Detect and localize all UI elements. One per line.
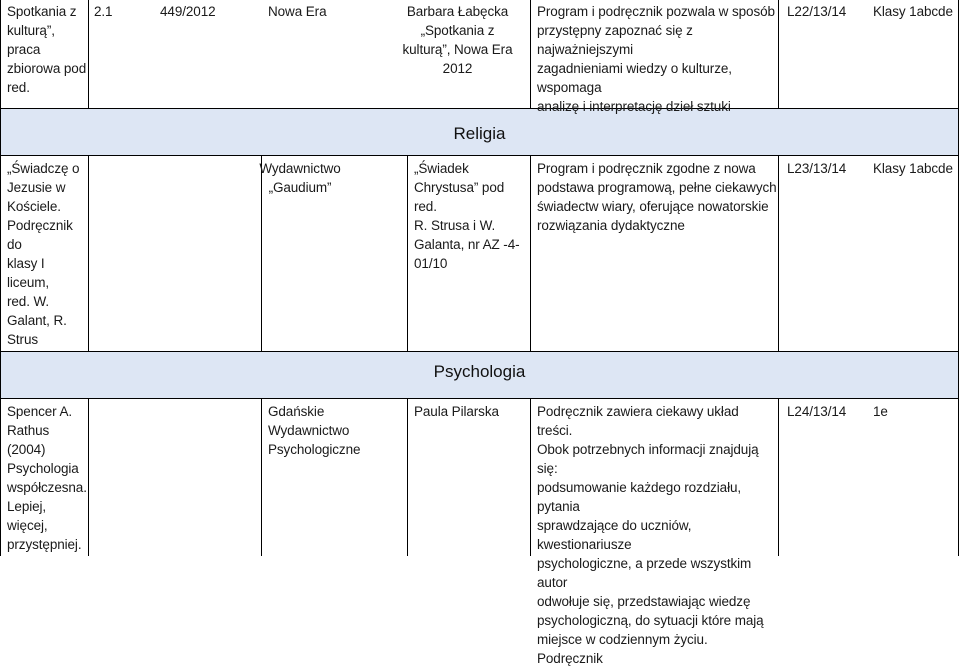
grid-vline xyxy=(88,0,89,108)
row1-classes: Klasy 1abcde xyxy=(873,4,953,19)
grid-hline xyxy=(0,398,959,399)
row3-publisher: Gdańskie Wydawnictwo Psychologiczne xyxy=(268,404,361,457)
row1-description: Program i podręcznik pozwala w sposób przystępny zapoznać się z najważniejszymi zagadnieniami wiedzy o kulturze, wspomaga analizę i interpretację dzieł sztuki xyxy=(537,4,775,114)
row2-description: Program i podręcznik zgodne z nowa podstawa programową, pełne ciekawych świadectw wiary, oferujące nowatorskie rozwiązania dydaktyczne xyxy=(537,161,777,233)
row1-code: L22/13/14 xyxy=(787,4,847,19)
row3-title: Spencer A. Rathus (2004) Psychologia współczesna. Lepiej, więcej, przystępniej. xyxy=(7,404,87,552)
row2-authors: „Świadek Chrystusa” pod red. R. Strusa i W. Galanta, nr AZ -4- 01/10 xyxy=(414,161,520,271)
grid-vline xyxy=(0,0,1,556)
grid-vline xyxy=(530,156,531,351)
grid-vline xyxy=(407,399,408,556)
row3-description: Podręcznik zawiera ciekawy układ treści. Obok potrzebnych informacji znajdują się: podsumowanie każdego rozdziału, pytania sprawdzające do uczniów, kwestionariusze psychologiczne, a przede wszystkim autor odwołuje się, przedstawiając wiedzę psychologiczną, do sytuacji które mają miejsce w codziennym życiu. Podręcznik xyxy=(537,404,764,666)
row2-publisher: Wydawnictwo „Gaudium” xyxy=(259,161,341,195)
grid-vline xyxy=(530,0,531,108)
row3-classes: 1e xyxy=(873,404,888,419)
row2-code: L23/13/14 xyxy=(787,161,847,176)
row1-approval: 449/2012 xyxy=(160,4,216,19)
grid-vline xyxy=(778,0,779,108)
row2-title: „Świadczę o Jezusie w Kościele. Podręcznik do klasy I liceum, red. W. Galant, R. Strus xyxy=(7,161,80,347)
grid-vline xyxy=(778,399,779,556)
grid-hline xyxy=(0,351,959,352)
row2-classes: Klasy 1abcde xyxy=(873,161,953,176)
grid-vline xyxy=(778,156,779,351)
row1-authors: Barbara Łabęcka „Spotkania z kulturą”, Nowa Era 2012 xyxy=(402,4,513,76)
grid-hline xyxy=(0,155,959,156)
section-title-psychology: Psychologia xyxy=(433,362,526,381)
grid-vline xyxy=(88,399,89,556)
section-title-religion: Religia xyxy=(453,124,506,143)
grid-hline xyxy=(0,108,959,109)
row3-code: L24/13/14 xyxy=(787,404,847,419)
grid-vline xyxy=(958,0,959,556)
grid-vline xyxy=(407,156,408,351)
row1-publisher: Nowa Era xyxy=(268,4,327,19)
row1-title: Spotkania z kulturą”, praca zbiorowa pod red. xyxy=(7,4,87,95)
grid-vline xyxy=(261,399,262,556)
grid-vline xyxy=(530,399,531,556)
row3-authors: Paula Pilarska xyxy=(414,404,499,419)
grid-vline xyxy=(88,156,89,351)
row1-nr: 2.1 xyxy=(94,4,113,19)
